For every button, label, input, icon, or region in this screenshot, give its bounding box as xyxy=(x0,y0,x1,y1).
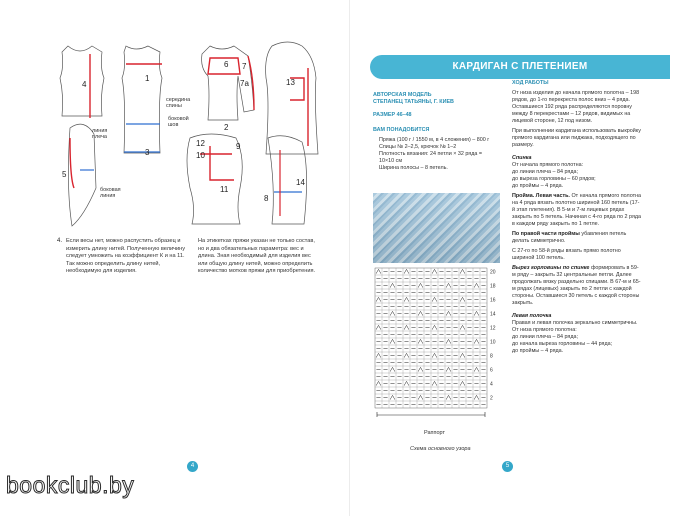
step-number: 4. xyxy=(57,238,63,244)
neck-text: формировать в 59-м ряду – закрыть 32 центральные петли. Далее продолжать вязку раздельно спицами. В 67-м и 65-м рядах (лицевых) закрыть по 2 петли с каждой стороны. Оставшиеся 30 петель с каждой стороны закрыть. xyxy=(512,265,641,306)
chart-stitch-symbol xyxy=(418,311,423,315)
right-armhole-label: По правой части проймы xyxy=(512,231,580,237)
chart-stitch-symbol xyxy=(376,353,381,357)
back-item: до линии плеча – 84 ряда; xyxy=(512,169,578,175)
left-front-text: Правая и левая полочка зеркально симметричны. xyxy=(512,320,638,326)
chart-row-number: 14 xyxy=(490,311,496,318)
need-item: Пряжа (100 г / 1550 м, в 4 сложения) – 800 г xyxy=(379,137,490,143)
right-armhole-text: убавления петель делать симметрично. xyxy=(512,231,627,244)
chart-stitch-symbol xyxy=(418,339,423,343)
knitting-chart xyxy=(373,266,501,426)
chart-row-number: 18 xyxy=(490,283,496,290)
fig-num-3: 3 xyxy=(145,148,150,157)
chart-stitch-symbol xyxy=(432,381,437,385)
fig-num-13: 13 xyxy=(286,78,295,87)
armhole-label: Пройма. Левая часть. xyxy=(512,193,570,199)
fig-num-7: 7 xyxy=(242,62,247,71)
progress-label: ХОД РАБОТЫ xyxy=(512,80,549,86)
chart-stitch-symbol xyxy=(474,311,479,315)
chart-row-number: 20 xyxy=(490,269,496,276)
chart-stitch-symbol xyxy=(376,269,381,273)
fig-num-12: 12 xyxy=(196,139,205,148)
chart-stitch-symbol xyxy=(376,325,381,329)
chart-stitch-symbol xyxy=(404,381,409,385)
progress-column xyxy=(512,80,642,355)
fig-num-8: 8 xyxy=(264,194,269,203)
chart-row-number: 8 xyxy=(490,353,493,360)
chart-row-number: 4 xyxy=(490,381,493,388)
author-label: АВТОРСКАЯ МОДЕЛЬ xyxy=(373,92,432,98)
chart-stitch-symbol xyxy=(376,381,381,385)
watermark: bookclub.by xyxy=(6,472,135,498)
chart-stitch-symbol xyxy=(432,297,437,301)
neck-label: Вырез горловины по спинке xyxy=(512,265,590,271)
chart-stitch-symbol xyxy=(404,353,409,357)
front-item: до начала выреза горловины – 44 ряда; xyxy=(512,341,613,347)
fig-num-10: 10 xyxy=(196,151,205,160)
author-block xyxy=(373,92,498,172)
armhole-text: От начала прямого полотна на 4 ряда вязать полотно шириной 160 петель (17-й этап плетения). В 5-м и 7-м лицевых рядах закрыть по 5 петель. Начиная с 4-го ряда по 2 ряда в каждом ряду закрыть по 1 петле. xyxy=(512,193,642,227)
need-item: Ширина полосы – 8 петель. xyxy=(379,165,448,171)
chart-stitch-symbol xyxy=(418,283,423,287)
label-middle-back: середина спины xyxy=(166,97,191,109)
back-item: до выреза горловины – 60 рядов; xyxy=(512,176,596,182)
fig-num-2: 2 xyxy=(224,123,229,132)
chart-row-number: 10 xyxy=(490,339,496,346)
chart-stitch-symbol xyxy=(446,311,451,315)
author-name: СТЕПАНЕЦ ТАТЬЯНЫ, Г. КИЕВ xyxy=(373,99,454,105)
left-front-label: Левая полочка xyxy=(512,313,552,319)
size-label: РАЗМЕР 46–48 xyxy=(373,112,412,118)
chart-stitch-symbol xyxy=(446,339,451,343)
article-title: КАРДИГАН С ПЛЕТЕНИЕМ xyxy=(370,55,670,79)
chart-row-number: 2 xyxy=(490,395,493,402)
chart-rapport-label: Раппорт xyxy=(424,430,446,436)
chart-stitch-symbol xyxy=(404,297,409,301)
chart-stitch-symbol xyxy=(432,269,437,273)
figure-back xyxy=(266,42,318,154)
chart-stitch-symbol xyxy=(418,367,423,371)
chart-stitch-symbol xyxy=(460,269,465,273)
progress-text: От низа изделия до начала прямого полотна – 198 рядов, до 1-го перекреста полос вниз – 4 ряда. Оставшиеся 192 ряда распределяются поровну между 8 перекрестами – 12 рядов, видимых на лицевой стороне, 12 под низом. xyxy=(512,90,640,124)
chart-stitch-symbol xyxy=(376,297,381,301)
fig-num-11: 11 xyxy=(220,185,229,194)
chart-row-number: 16 xyxy=(490,297,496,304)
chart-row-number: 6 xyxy=(490,367,493,374)
chart-stitch-symbol xyxy=(446,395,451,399)
label-side-line: боковая линия xyxy=(100,187,121,199)
chart-stitch-symbol xyxy=(432,353,437,357)
need-label: ВАМ ПОНАДОБИТСЯ xyxy=(373,127,430,133)
fig-num-5: 5 xyxy=(62,170,67,179)
figure-side-torso xyxy=(122,46,162,153)
right-page-number: 5 xyxy=(502,461,513,472)
progress-text2: При выполнении кардигана использовать выкройку прямого кардигана или пиджака, подходящего по размеру. xyxy=(512,128,641,148)
fig-num-6: 6 xyxy=(224,60,229,69)
chart-stitch-symbol xyxy=(418,395,423,399)
chart-stitch-symbol xyxy=(474,339,479,343)
chart-stitch-symbol xyxy=(474,395,479,399)
chart-row-number: 12 xyxy=(490,325,496,332)
fig-num-7a: 7a xyxy=(240,79,249,88)
chart-stitch-symbol xyxy=(474,367,479,371)
label-side-seam: боковой шов xyxy=(168,116,189,128)
chart-stitch-symbol xyxy=(390,311,395,315)
front-item: до линии плеча – 84 ряда; xyxy=(512,334,578,340)
back-item: до проймы – 4 ряда. xyxy=(512,183,564,189)
fig-num-4: 4 xyxy=(82,80,87,89)
back-sub: От начала прямого полотна: xyxy=(512,162,584,168)
chart-stitch-symbol xyxy=(446,283,451,287)
knit-swatch-shade xyxy=(373,193,500,263)
chart-caption: Схема основного узора xyxy=(410,446,471,452)
armhole-text2: С 27-го по 58-й ряды вязать прямо полотно шириной 100 петель. xyxy=(512,248,621,261)
chart-stitch-symbol xyxy=(404,269,409,273)
fig-num-14: 14 xyxy=(296,178,305,187)
chart-stitch-symbol xyxy=(390,283,395,287)
fig-num-1: 1 xyxy=(145,74,150,83)
chart-stitch-symbol xyxy=(460,381,465,385)
left-page-number: 4 xyxy=(187,461,198,472)
chart-stitch-symbol xyxy=(460,297,465,301)
chart-stitch-symbol xyxy=(474,283,479,287)
label-shoulder-line: линия плеча xyxy=(92,128,108,140)
front-sub: От низа прямого полотна: xyxy=(512,327,577,333)
measurement-figures xyxy=(40,38,340,228)
chart-stitch-symbol xyxy=(390,395,395,399)
chart-stitch-symbol xyxy=(404,325,409,329)
need-item: Спицы № 2–2,5, крючок № 1–2 xyxy=(379,144,457,150)
chart-stitch-symbol xyxy=(390,367,395,371)
chart-stitch-symbol xyxy=(432,325,437,329)
chart-stitch-symbol xyxy=(460,325,465,329)
left-text-col1: Если весы нет, можно распустить образец и измерить длину нитей. Полученную величину следует умножить на коэффициент К и на 11. Так можно определить длину нитей, необходимую для изделия. xyxy=(66,238,186,274)
fig-num-9: 9 xyxy=(236,142,241,151)
chart-stitch-symbol xyxy=(390,339,395,343)
need-item: Плотность вязания: 24 петли × 32 ряда = 10×10 см xyxy=(379,151,482,164)
chart-stitch-symbol xyxy=(446,367,451,371)
front-item: до проймы – 4 ряда. xyxy=(512,348,564,354)
left-text-col2: На этикетках пряжи указан не только состав, но и два обязательных параметра: вес и длина. Зная необходимый для изделия вес или общую длину нитей, можно определить количество мотков пряжи для приобретения. xyxy=(198,238,316,274)
need-list xyxy=(373,137,498,172)
back-label: Спинка xyxy=(512,155,532,161)
chart-stitch-symbol xyxy=(460,353,465,357)
